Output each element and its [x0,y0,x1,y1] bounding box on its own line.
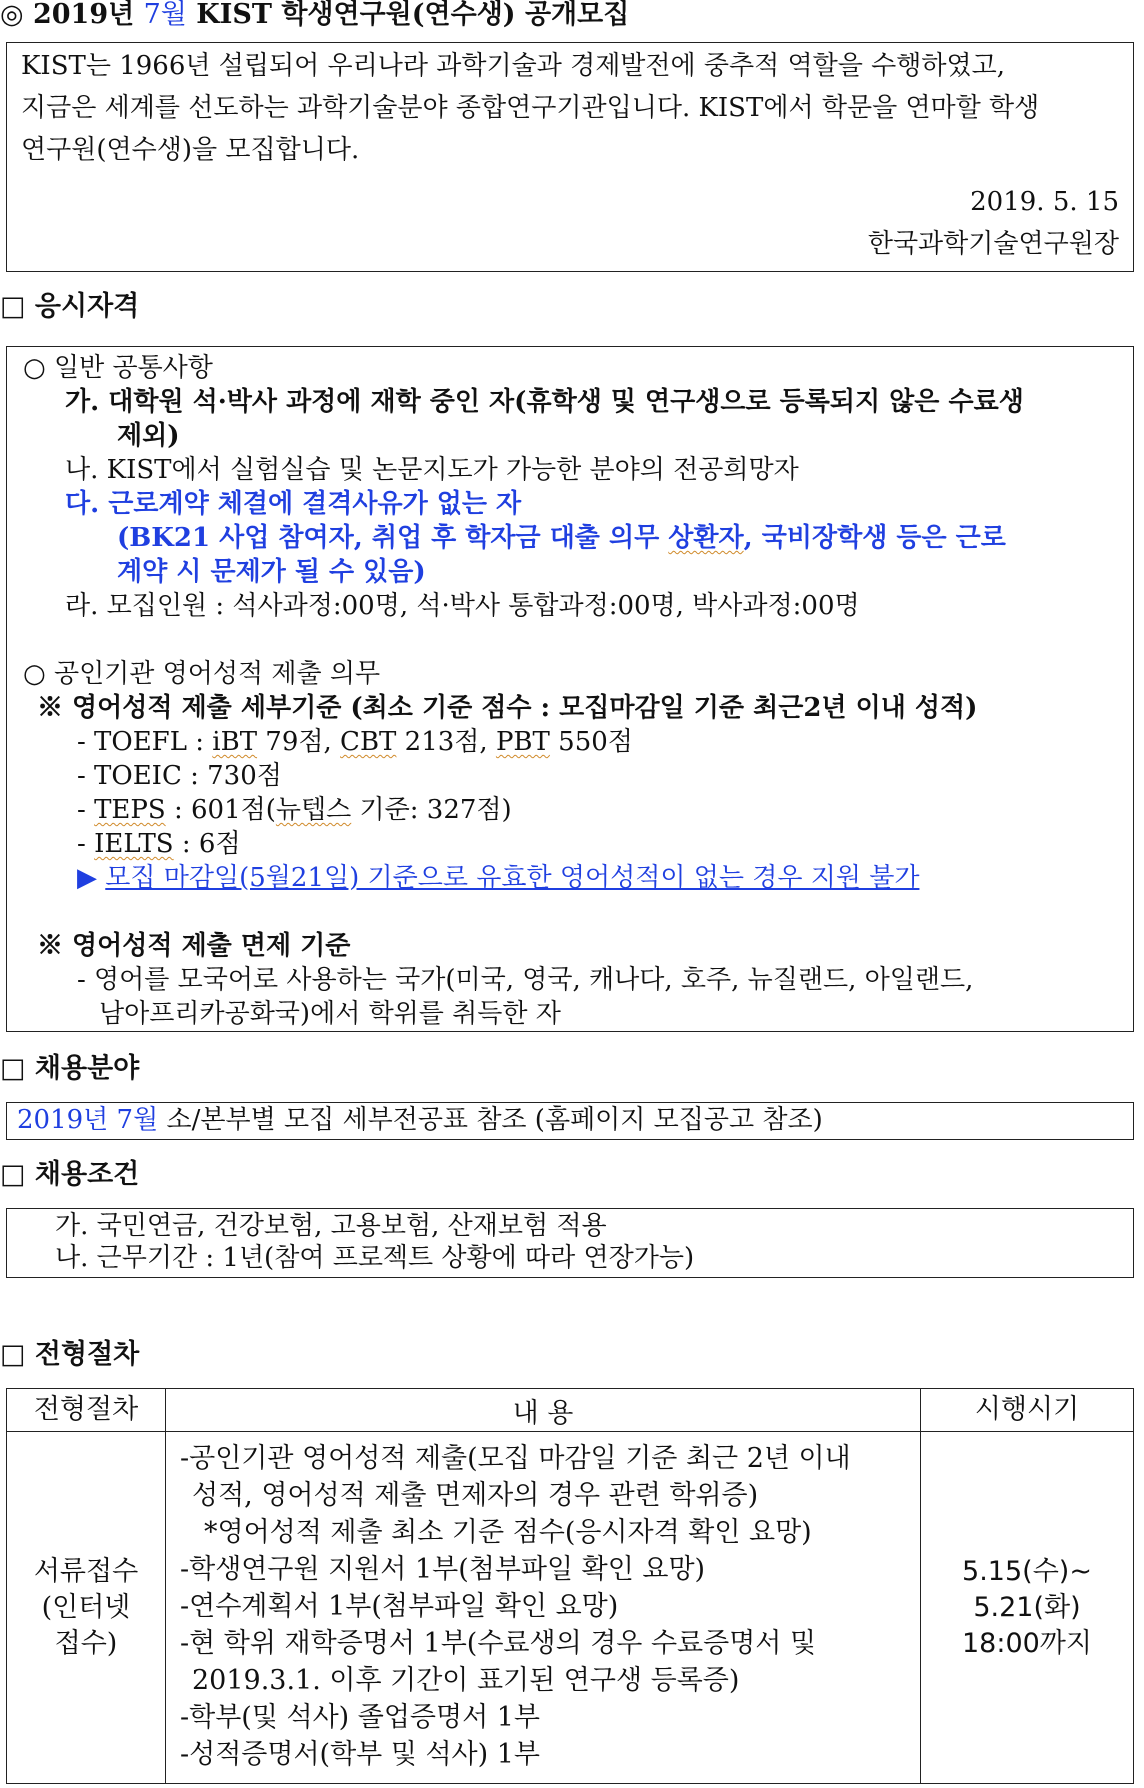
field-text: 소/본부별 모집 세부전공표 참조 (홈페이지 모집공고 참조) [158,1105,823,1135]
header-stage: 전형절차 [7,1389,166,1432]
teps-text-b: TEPS [94,795,166,825]
title-rest: KIST 학생연구원(연수생) 공개모집 [186,0,630,30]
teps-text-e: 기준: 327점) [351,795,512,825]
content-line: -학부(및 석사) 졸업증명서 1부 [180,1702,541,1733]
stage-line: (인터넷 [41,1591,131,1623]
arrow-icon: ▶ [77,863,97,893]
ielts-line [77,827,241,861]
section-heading-conditions: □ 채용조건 [0,1159,140,1190]
toefl-text-a: - TOEFL : [77,727,213,757]
toefl-cbt: CBT [340,727,397,757]
toefl-text-b: 79점, [257,727,341,757]
english-heading: ○ 공인기관 영어성적 제출 의무 [23,659,381,689]
toefl-ibt: iBT [212,727,258,757]
title-prefix: ◎ 2019년 [0,0,144,30]
exempt-line-2: 남아프리카공화국)에서 학위를 취득한 자 [99,999,561,1029]
toefl-text-d: 550점 [549,727,633,757]
intro-signer: 한국과학기술연구원장 [867,229,1119,259]
qual-da-line-1: 다. 근로계약 체결에 결격사유가 없는 자 [65,489,522,519]
ielts-text-a: - [77,829,95,859]
general-heading: ○ 일반 공통사항 [23,353,213,383]
section-heading-procedure: □ 전형절차 [0,1339,140,1370]
toefl-text-c: 213점, [396,727,496,757]
section-heading-field: □ 채용분야 [0,1053,140,1084]
qualification-box [6,346,1134,1032]
toefl-pbt: PBT [495,727,550,757]
teps-line [77,793,512,827]
teps-text-a: - [77,795,95,825]
period-line: 18:00까지 [962,1627,1092,1659]
toefl-line [77,725,633,759]
procedure-table [6,1388,1134,1784]
period-cell [921,1432,1134,1784]
field-date: 2019년 7월 [17,1105,159,1135]
stage-cell [7,1432,166,1784]
intro-line-1: KIST는 1966년 설립되어 우리나라 과학기술과 경제발전에 중추적 역할을 수행하였고, [21,51,1005,81]
intro-box [6,42,1134,272]
criteria-heading: ※ 영어성적 제출 세부기준 (최소 기준 점수 : 모집마감일 기준 최근2년 이내 성적) [37,693,978,723]
header-content: 내 용 [166,1389,921,1432]
toeic-line: - TOEIC : 730점 [77,761,282,791]
qual-da-text-a: (BK21 사업 참여자, 취업 후 학자금 대출 의무 [117,523,669,553]
qual-da-text-b: 상환자 [668,523,744,553]
page-title [0,0,629,30]
header-period: 시행시기 [921,1389,1134,1432]
period-line: 5.21(화) [973,1591,1081,1623]
content-line: -성적증명서(학부 및 석사) 1부 [180,1739,541,1770]
intro-line-2: 지금은 세계를 선도하는 과학기술분야 종합연구기관입니다. KIST에서 학문을 연마할 학생 [21,93,1040,123]
content-line: -연수계획서 1부(첨부파일 확인 요망) [180,1591,619,1622]
content-cell [166,1432,921,1784]
content-line: 성적, 영어성적 제출 면제자의 경우 관련 학위증) [192,1480,759,1511]
teps-text-d: 뉴텝스 [275,795,352,825]
content-line: -현 학위 재학증명서 1부(수료생의 경우 수료증명서 및 [180,1628,817,1659]
conditions-box [6,1208,1134,1278]
title-month: 7월 [143,0,187,30]
content-line: -공인기관 영어성적 제출(모집 마감일 기준 최근 2년 이내 [180,1443,851,1474]
section-heading-qualification: □ 응시자격 [0,291,140,322]
ielts-text-c: : 6점 [173,829,241,859]
qual-da-line-2 [117,521,1006,555]
table-row [7,1432,1134,1784]
content-line: *영어성적 제출 최소 기준 점수(응시자격 확인 요망) [204,1517,812,1548]
conditions-ga: 가. 국민연금, 건강보험, 고용보험, 산재보험 적용 [55,1211,607,1241]
table-header-row [7,1389,1134,1432]
notice-text: 모집 마감일(5월21일) 기준으로 유효한 영어성적이 없는 경우 지원 불가 [105,863,920,893]
qual-da-line-3: 계약 시 문제가 될 수 있음) [117,557,426,587]
exempt-line-1: - 영어를 모국어로 사용하는 국가(미국, 영국, 캐나다, 호주, 뉴질랜드, 아일랜드, [77,965,974,995]
field-box [6,1102,1134,1140]
qual-ra: 라. 모집인원 : 석사과정:00명, 석·박사 통합과정:00명, 박사과정:00명 [65,591,860,621]
content-line: 2019.3.1. 이후 기간이 표기된 연구생 등록증) [192,1665,740,1696]
stage-line: 서류접수 [33,1555,139,1587]
conditions-na: 나. 근무기간 : 1년(참여 프로젝트 상황에 따라 연장가능) [55,1243,695,1273]
content-line: -학생연구원 지원서 1부(첨부파일 확인 요망) [180,1554,706,1585]
intro-line-3: 연구원(연수생)을 모집합니다. [21,135,360,165]
qual-ga-line-1: 가. 대학원 석·박사 과정에 재학 중인 자(휴학생 및 연구생으로 등록되지 않은 수료생 [65,387,1024,417]
stage-line: 접수) [54,1627,118,1659]
qual-da-text-c: , 국비장학생 등은 근로 [743,523,1006,553]
notice-line [77,861,919,895]
exempt-heading: ※ 영어성적 제출 면제 기준 [37,931,351,961]
field-line [17,1103,823,1137]
ielts-text-b: IELTS [94,829,174,859]
period-line: 5.15(수)~ [962,1555,1092,1587]
intro-date: 2019. 5. 15 [970,187,1119,217]
teps-text-c: : 601점( [165,795,276,825]
qual-ga-line-2: 제외) [117,421,180,451]
qual-na: 나. KIST에서 실험실습 및 논문지도가 가능한 분야의 전공희망자 [65,455,799,485]
